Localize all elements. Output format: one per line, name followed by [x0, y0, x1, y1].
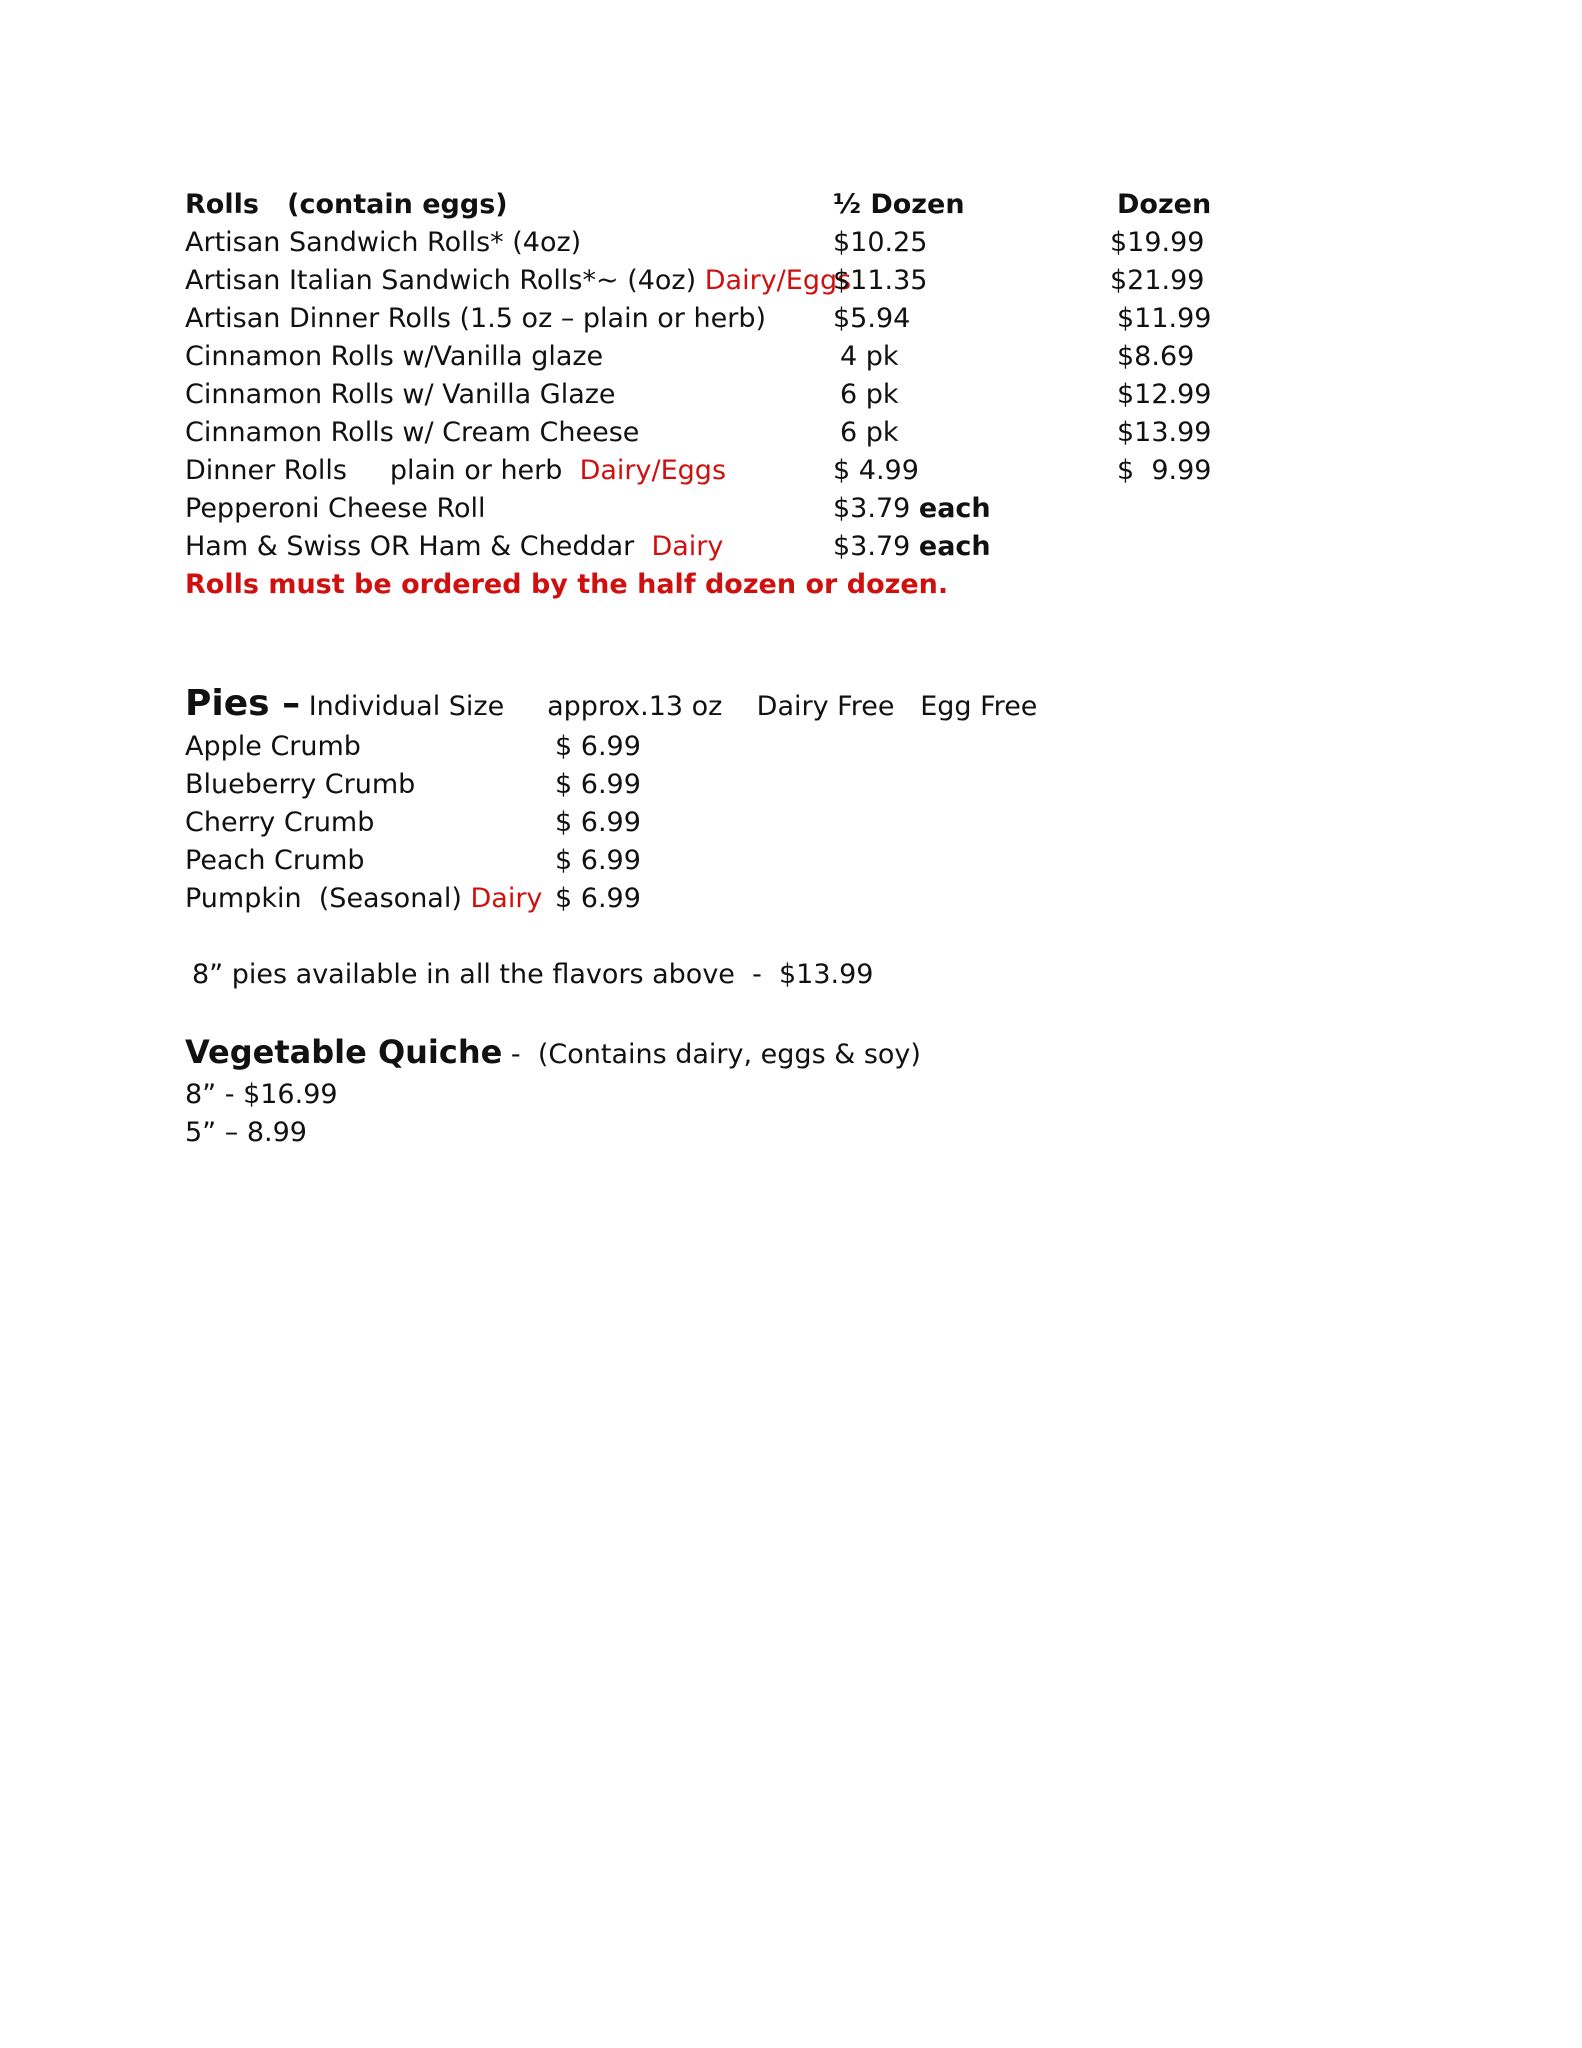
roll-item-half-price: 6 pk: [840, 379, 899, 410]
roll-item-dozen-price: $ 9.99: [1117, 455, 1212, 486]
roll-item-half-price: $11.35: [833, 265, 928, 296]
half-dozen-header: ½ Dozen: [833, 189, 965, 220]
roll-item-half-price: 6 pk: [840, 417, 899, 448]
roll-item-half-price: 4 pk: [840, 341, 899, 372]
roll-name: Dinner Rolls plain or herb: [185, 455, 563, 486]
pies-header: [185, 682, 1037, 729]
pies-subtitle: Individual Size approx.13 oz Dairy Free Egg Free: [308, 691, 1038, 722]
pie-item-price: $ 6.99: [555, 807, 641, 838]
roll-item-half-price: $5.94: [833, 303, 911, 334]
roll-item-name: [185, 490, 486, 528]
roll-item-name: [185, 414, 639, 452]
roll-name: Cinnamon Rolls w/ Vanilla Glaze: [185, 379, 616, 410]
quiche-size-8: 8” - $16.99: [185, 1079, 338, 1110]
quiche-title: Vegetable Quiche: [185, 1033, 503, 1071]
roll-name: Cinnamon Rolls w/Vanilla glaze: [185, 341, 604, 372]
roll-item-name: [185, 300, 766, 338]
roll-item-dozen-price: $8.69: [1117, 341, 1195, 372]
pies-title: Pies –: [185, 683, 301, 724]
roll-item-half-price: $ 4.99: [833, 455, 919, 486]
rolls-header: [185, 186, 508, 224]
pie-item-name: Peach Crumb: [185, 845, 365, 876]
pie-name: Pumpkin (Seasonal): [185, 883, 462, 914]
pie-item-price: $ 6.99: [555, 769, 641, 800]
pie-item-name: Apple Crumb: [185, 731, 361, 762]
pie-item-price: $ 6.99: [555, 731, 641, 762]
quiche-note: - (Contains dairy, eggs & soy): [502, 1039, 921, 1070]
pie-item-name: Cherry Crumb: [185, 807, 375, 838]
allergen-label: Dairy/Eggs: [579, 455, 727, 486]
roll-item-half-price: [833, 490, 991, 528]
roll-item-name: [185, 528, 723, 566]
price-suffix: each: [918, 493, 991, 524]
roll-name: Ham & Swiss OR Ham & Cheddar: [185, 531, 635, 562]
rolls-order-notice: Rolls must be ordered by the half dozen or dozen.: [185, 569, 949, 600]
allergen-label: Dairy: [651, 531, 724, 562]
quiche-header: [185, 1030, 921, 1077]
roll-item-name: [185, 224, 581, 262]
pie-item-price: $ 6.99: [555, 845, 641, 876]
pie-item-name: [185, 880, 542, 918]
roll-item-dozen-price: $21.99: [1110, 265, 1205, 296]
allergen-label: Dairy/Eggs: [704, 265, 852, 296]
allergen-label: Dairy: [470, 883, 543, 914]
roll-item-dozen-price: $19.99: [1110, 227, 1205, 258]
rolls-title: Rolls: [185, 189, 259, 220]
rolls-title-note: (contain eggs): [287, 189, 508, 220]
dozen-header: Dozen: [1117, 189, 1212, 220]
roll-item-name: [185, 262, 851, 300]
roll-name: Pepperoni Cheese Roll: [185, 493, 486, 524]
roll-item-dozen-price: $11.99: [1117, 303, 1212, 334]
roll-name: Cinnamon Rolls w/ Cream Cheese: [185, 417, 640, 448]
pie-item-name: Blueberry Crumb: [185, 769, 416, 800]
roll-item-dozen-price: $12.99: [1117, 379, 1212, 410]
price-suffix: each: [918, 531, 991, 562]
quiche-size-5: 5” – 8.99: [185, 1117, 307, 1148]
roll-item-name: [185, 376, 616, 414]
roll-item-half-price: $10.25: [833, 227, 928, 258]
roll-name: Artisan Sandwich Rolls* (4oz): [185, 227, 582, 258]
roll-item-dozen-price: $13.99: [1117, 417, 1212, 448]
roll-item-name: [185, 338, 603, 376]
roll-name: Artisan Italian Sandwich Rolls*~ (4oz): [185, 265, 697, 296]
price: $3.79: [833, 531, 911, 562]
roll-item-name: [185, 452, 726, 490]
pies-size-note: 8” pies available in all the flavors above - $13.99: [192, 959, 874, 990]
roll-name: Artisan Dinner Rolls (1.5 oz – plain or herb): [185, 303, 766, 334]
price: $3.79: [833, 493, 911, 524]
pie-item-price: $ 6.99: [555, 883, 641, 914]
roll-item-half-price: [833, 528, 991, 566]
